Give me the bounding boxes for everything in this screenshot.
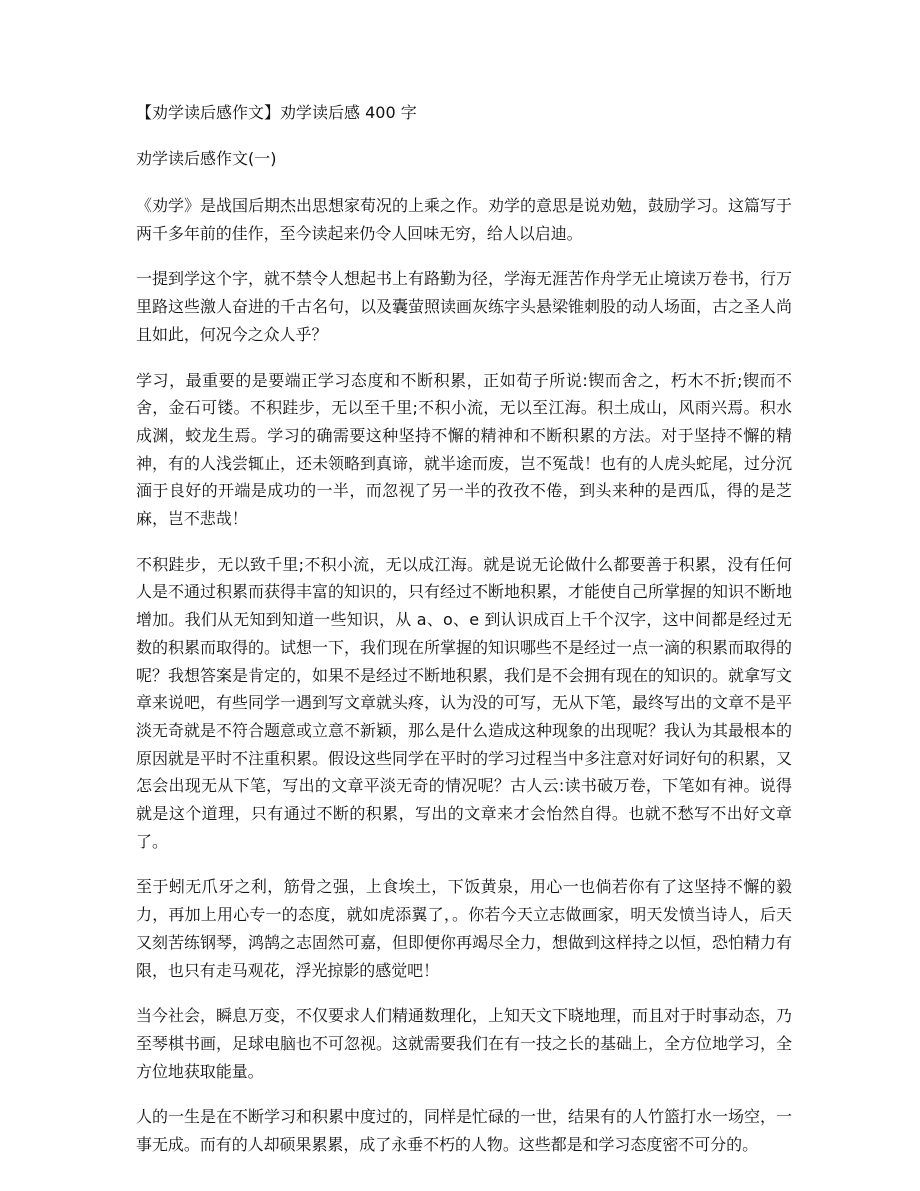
paragraph: 至于蚓无爪牙之利，筋骨之强，上食埃土，下饭黄泉，用心一也倘若你有了这坚持不懈的毅力，再加上用心专一的态度，就如虎添翼了，。你若今天立志做画家，明天发愤当诗人，后天又刻苦练钢琴，鸿鹄之志固然可嘉，但即便你再竭尽全力，想做到这样持之以恒，恐怕精力有限，也只有走马观花，浮光掠影的感觉吧！: [136, 877, 792, 980]
document-title: 【劝学读后感作文】劝学读后感 400 字: [136, 103, 417, 122]
paragraph: 学习，最重要的是要端正学习态度和不断积累，正如荀子所说:锲而舍之，朽木不折;锲而不舍，金石可镂。不积跬步，无以至千里;不积小流，无以至江海。积土成山，风雨兴焉。积水成渊，蛟龙生焉。学习的确需要这种坚持不懈的精神和不断积累的方法。对于坚持不懈的精神，有的人浅尝辄止，还未领略到真谛，就半途而废，岂不冤哉！也有的人虎头蛇尾，过分沉湎于良好的开端是成功的一半，而忽视了另一半的孜孜不倦，到头来种的是西瓜，得的是芝麻，岂不悲哉！: [136, 370, 792, 529]
paragraph: 一提到学这个字，就不禁令人想起书上有路勤为径，学海无涯苦作舟学无止境读万卷书，行万里路这些激人奋进的千古名句，以及囊萤照读画灰练字头悬梁锥刺股的动人场面，古之圣人尚且如此，何况今之众人乎？: [136, 269, 792, 344]
paragraph: 人的一生是在不断学习和积累中度过的，同样是忙碌的一世，结果有的人竹篮打水一场空，一事无成。而有的人却硕果累累，成了永垂不朽的人物。这些都是和学习态度密不可分的。: [136, 1107, 792, 1155]
paragraph: 《劝学》是战国后期杰出思想家荀况的上乘之作。劝学的意思是说劝勉，鼓励学习。这篇写于两千多年前的佳作，至今读起来仍令人回味无穷，给人以启迪。: [136, 196, 792, 243]
document-page: [136, 100, 792, 1177]
document-subtitle: 劝学读后感作文(一): [136, 149, 277, 168]
paragraph: 当今社会，瞬息万变，不仅要求人们精通数理化，上知天文下晓地理，而且对于时事动态，乃至琴棋书画，足球电脑也不可忽视。这就需要我们在有一技之长的基础上，全方位地学习，全方位地获取能量。: [136, 1006, 792, 1081]
paragraph: 不积跬步，无以致千里;不积小流，无以成江海。就是说无论做什么都要善于积累，没有任何人是不通过积累而获得丰富的知识的，只有经过不断地积累，才能使自己所掌握的知识不断地增加。我们从无知到知道一些知识，从 a、o、e 到认识成百上千个汉字，这中间都是经过无数的积累而取得的。试想一下，我们现在所掌握的知识哪些不是经过一点一滴的积累而取得的呢？我想答案是肯定的，如果不是经过不断地积累，我们是不会拥有现在的知识的。就拿写文章来说吧，有些同学一遇到写文章就头疼，认为没的可写，无从下笔，最终写出的文章不是平淡无奇就是不符合题意或立意不新颖，那么是什么造成这种现象的出现呢？我认为其最根本的原因就是平时不注重积累。假设这些同学在平时的学习过程当中多注意对好词好句的积累，又怎会出现无从下笔，写出的文章平淡无奇的情况呢？古人云:读书破万卷，下笔如有神。说得就是这个道理，只有通过不断的积累，写出的文章来才会怡然自得。也就不愁写不出好文章了。: [136, 554, 792, 851]
